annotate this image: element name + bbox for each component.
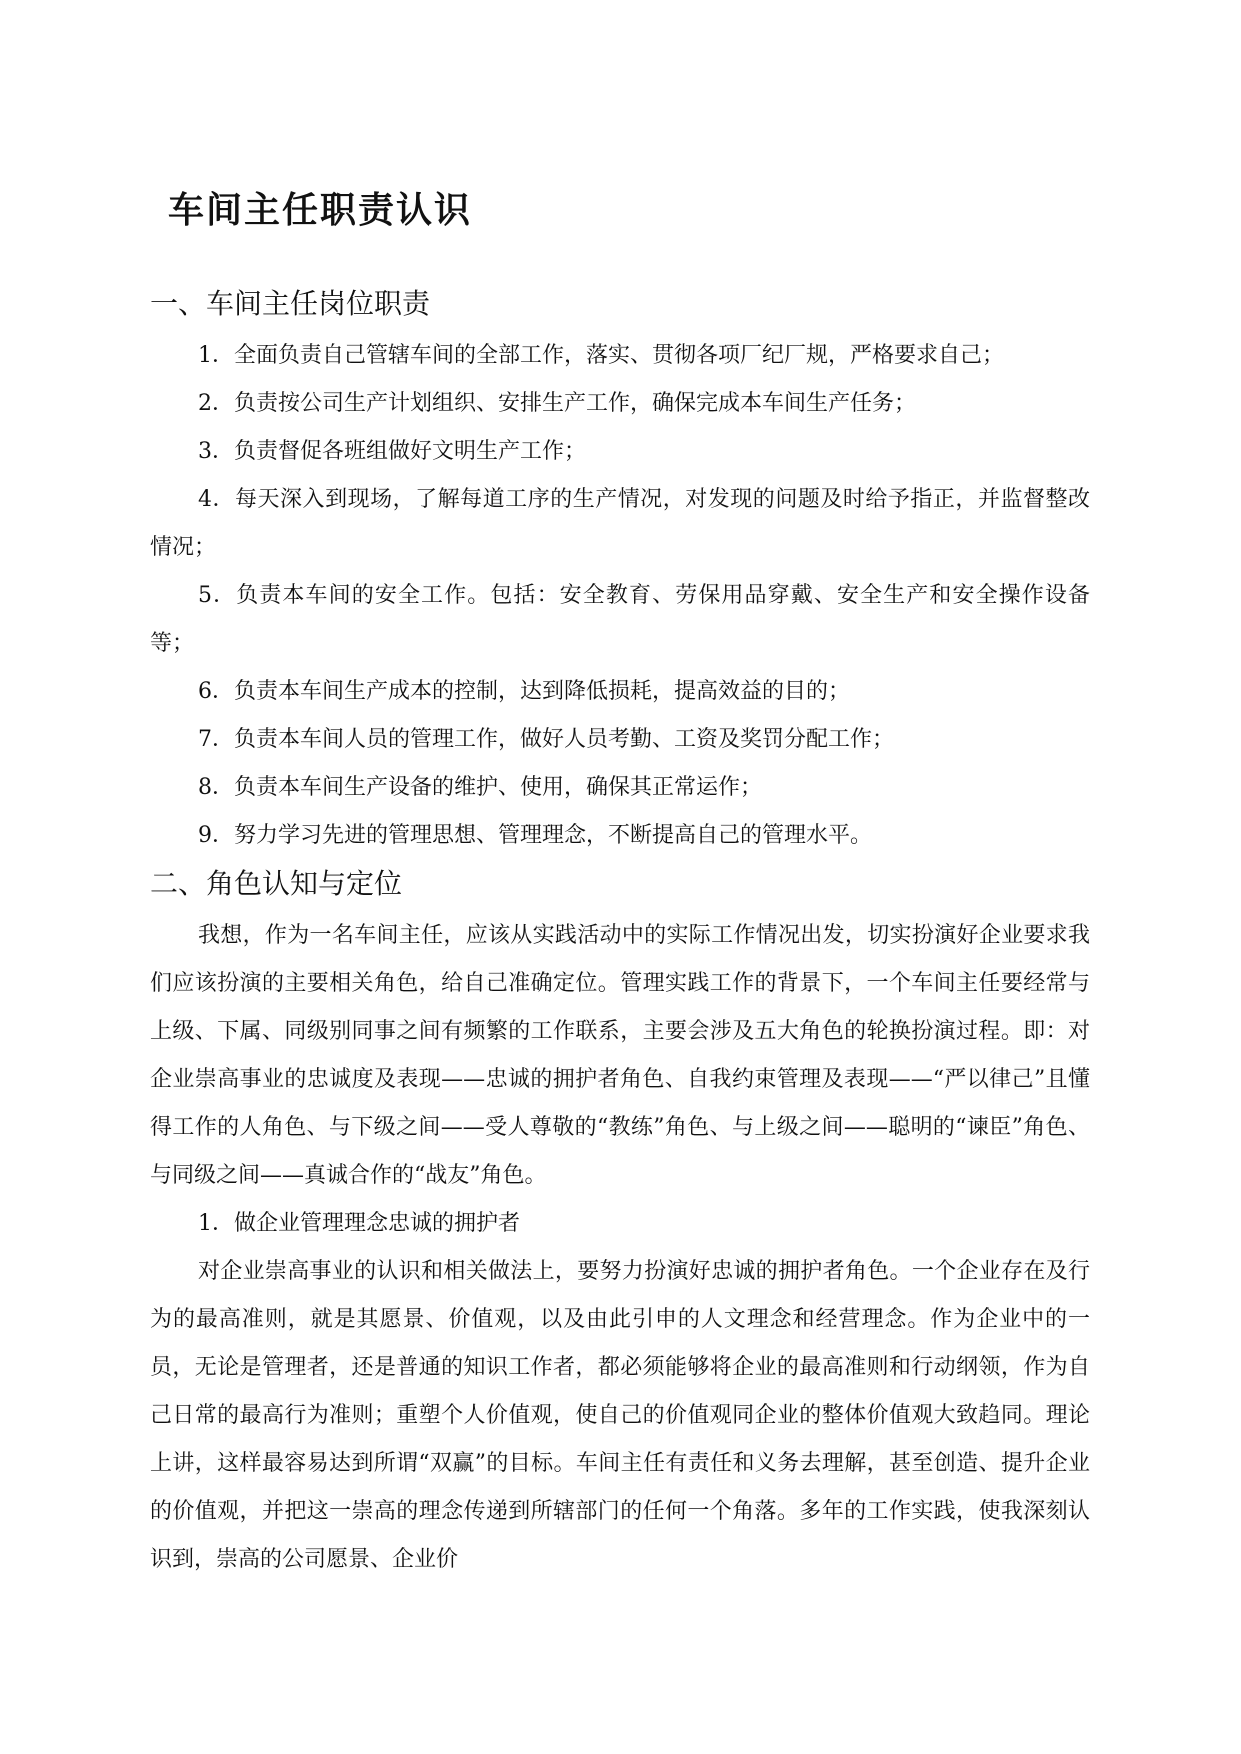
duty-item-6: 6．负责本车间生产成本的控制，达到降低损耗，提高效益的目的； — [198, 679, 850, 704]
section-1-heading: 一、车间主任岗位职责 — [150, 287, 431, 320]
duty-item-2: 2．负责按公司生产计划组织、安排生产工作，确保完成本车间生产任务； — [198, 391, 916, 416]
section-2-heading: 二、角色认知与定位 — [150, 867, 403, 900]
duty-item-4: 4．每天深入到现场，了解每道工序的生产情况，对发现的问题及时给予指正，并监督整改情况； — [150, 487, 1090, 560]
section-2-subheading: 1．做企业管理理念忠诚的拥护者 — [198, 1211, 520, 1236]
duty-item-3: 3．负责督促各班组做好文明生产工作； — [198, 439, 586, 464]
duty-item-9: 9．努力学习先进的管理思想、管理理念，不断提高自己的管理水平。 — [198, 823, 872, 848]
section-2-intro-paragraph: 我想，作为一名车间主任，应该从实践活动中的实际工作情况出发，切实扮演好企业要求我们应该扮演的主要相关角色，给自己准确定位。管理实践工作的背景下，一个车间主任要经常与上级、下属、同级别同事之间有频繁的工作联系，主要会涉及五大角色的轮换扮演过程。即：对企业崇高事业的忠诚度及表现——忠诚的拥护者角色、自我约束管理及表现——“严以律己”且懂得工作的人角色、与下级之间——受人尊敬的“教练”角色、与上级之间——聪明的“谏臣”角色、与同级之间——真诚合作的“战友”角色。 — [150, 923, 1090, 1188]
duty-item-8: 8．负责本车间生产设备的维护、使用，确保其正常运作； — [198, 775, 762, 800]
duty-item-1: 1．全面负责自己管辖车间的全部工作，落实、贯彻各项厂纪厂规，严格要求自己； — [198, 343, 1004, 368]
document-title: 车间主任职责认识 — [168, 189, 473, 231]
duty-item-7: 7．负责本车间人员的管理工作，做好人员考勤、工资及奖罚分配工作； — [198, 727, 894, 752]
duty-item-5: 5．负责本车间的安全工作。包括：安全教育、劳保用品穿戴、安全生产和安全操作设备等； — [150, 583, 1090, 656]
section-2-body-paragraph: 对企业崇高事业的认识和相关做法上，要努力扮演好忠诚的拥护者角色。一个企业存在及行为的最高准则，就是其愿景、价值观，以及由此引申的人文理念和经营理念。作为企业中的一员，无论是管理者，还是普通的知识工作者，都必须能够将企业的最高准则和行动纲领，作为自己日常的最高行为准则；重塑个人价值观，使自己的价值观同企业的整体价值观大致趋同。理论上讲，这样最容易达到所谓“双赢”的目标。车间主任有责任和义务去理解，甚至创造、提升企业的价值观，并把这一崇高的理念传递到所辖部门的任何一个角落。多年的工作实践，使我深刻认识到，崇高的公司愿景、企业价 — [150, 1259, 1090, 1572]
document-body — [150, 280, 1090, 1584]
